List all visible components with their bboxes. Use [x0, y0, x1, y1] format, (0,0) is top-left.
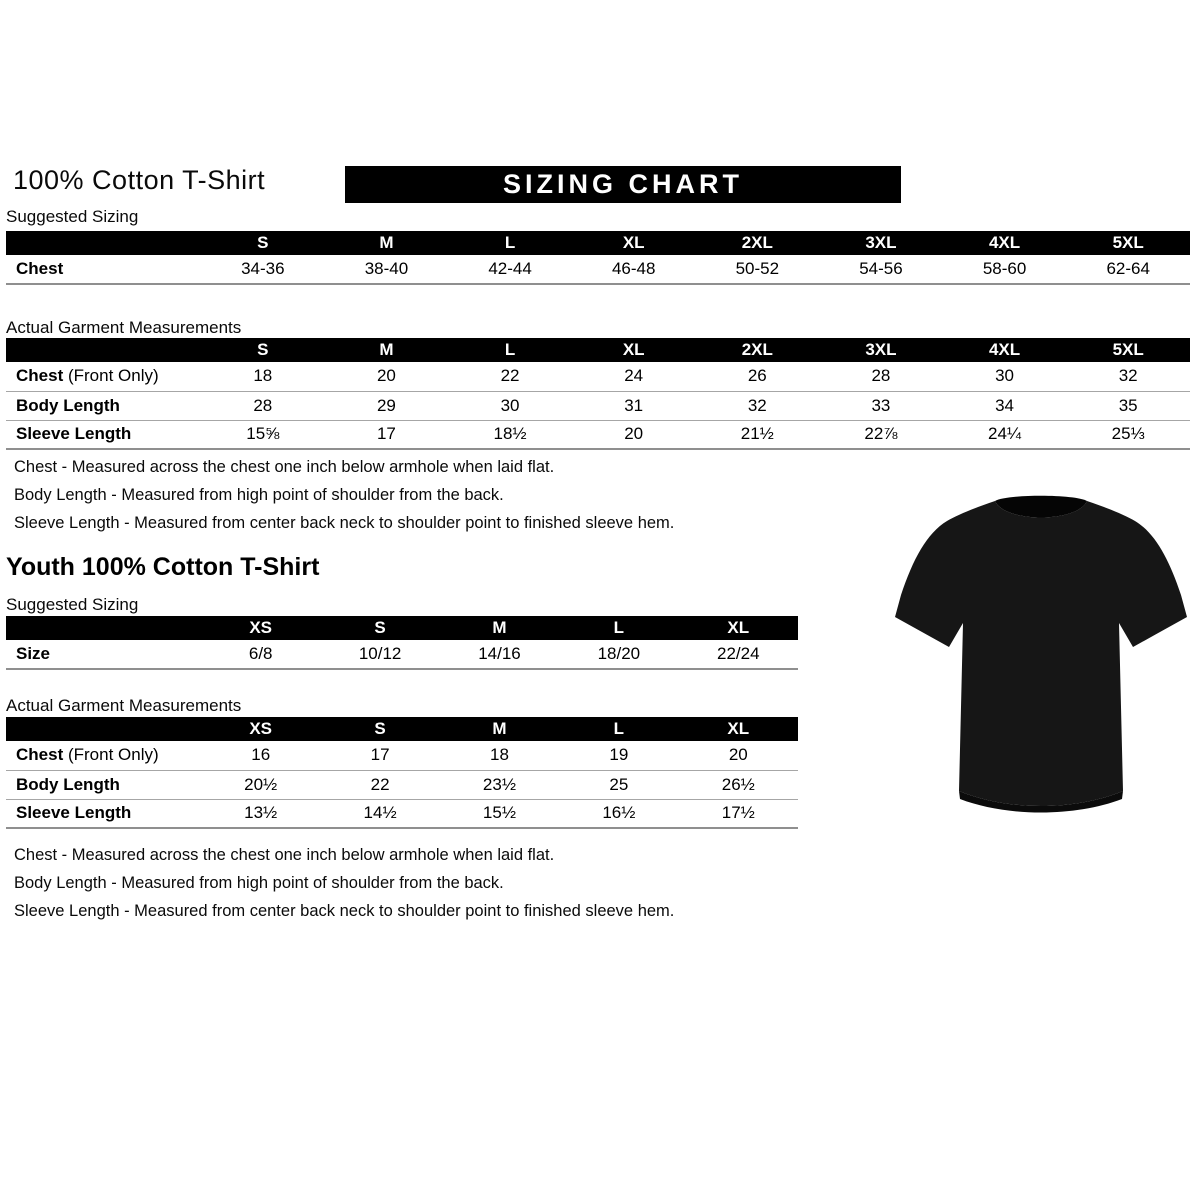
measurement-row [6, 799, 798, 828]
note-sleeve-length: Sleeve Length - Measured from center back neck to shoulder point to finished sleeve hem. [14, 902, 675, 920]
measurement-value: 20 [624, 424, 644, 444]
measurement-value: 34 [995, 395, 1015, 415]
tshirt-body-shape [895, 501, 1187, 806]
measurement-value: 18½ [493, 424, 527, 444]
measurement-value: 20½ [244, 774, 278, 794]
youth-actual-measurements-table [6, 717, 798, 829]
measurement-value: 6/8 [248, 644, 273, 663]
measurement-value: 18/20 [597, 644, 641, 663]
size-column-header: 5XL [1066, 231, 1190, 255]
measurement-row [6, 640, 798, 669]
adult-section-title: 100% Cotton T-Shirt [13, 165, 266, 195]
measurement-value: 46-48 [611, 259, 656, 278]
youth-actual-measurements-label: Actual Garment Measurements [6, 696, 242, 715]
measurement-value: 22 [370, 774, 390, 794]
size-column-header: 5XL [1066, 338, 1190, 362]
header-corner-cell [6, 616, 201, 640]
measurement-value: 15½ [482, 803, 517, 823]
size-column-header: 3XL [819, 338, 943, 362]
measurement-value: 18 [490, 745, 509, 765]
measurement-row [6, 420, 1190, 449]
row-label: Chest (Front Only) [16, 745, 159, 765]
row-label: Size [16, 644, 51, 663]
measurement-value: 22⅞ [864, 424, 898, 444]
adult-actual-measurements-table [6, 338, 1190, 450]
measurement-value: 17½ [721, 803, 755, 823]
measurement-row [6, 391, 1190, 420]
header-corner-cell [6, 338, 201, 362]
measurement-value: 26 [747, 366, 767, 386]
measurement-value: 30 [500, 395, 520, 415]
measurement-value: 33 [871, 395, 891, 415]
header-corner-cell [6, 717, 201, 741]
measurement-value: 28 [871, 366, 891, 386]
size-column-header: L [448, 338, 572, 362]
size-column-header: S [201, 231, 325, 255]
note-body-length: Body Length - Measured from high point of shoulder from the back. [14, 874, 504, 892]
size-header-row [6, 616, 798, 640]
size-header-row [6, 231, 1190, 255]
youth-section-title: Youth 100% Cotton T-Shirt [6, 553, 320, 581]
size-column-header: XL [679, 717, 798, 741]
measurement-value: 20 [728, 745, 748, 765]
measurement-value: 20 [376, 366, 396, 386]
measurement-value: 28 [253, 395, 273, 415]
measurement-value: 22 [500, 366, 520, 386]
tshirt-image [893, 477, 1189, 817]
measurement-row [6, 362, 1190, 391]
size-column-header: L [559, 616, 678, 640]
row-label: Sleeve Length [16, 424, 132, 444]
size-header-row [6, 338, 1190, 362]
measurement-value: 13½ [244, 803, 278, 823]
measurement-value: 35 [1118, 395, 1138, 415]
size-column-header: S [320, 616, 439, 640]
measurement-value: 50-52 [735, 259, 780, 278]
size-column-header: XL [679, 616, 798, 640]
measurement-value: 22/24 [717, 644, 760, 663]
size-column-header: XS [201, 616, 320, 640]
measurement-value: 19 [609, 745, 629, 765]
measurement-value: 62-64 [1106, 259, 1150, 278]
row-label: Body Length [16, 395, 120, 415]
measurement-value: 32 [1118, 366, 1138, 386]
row-label: Chest [16, 259, 64, 278]
measurement-row [6, 770, 798, 799]
measurement-value: 29 [376, 395, 396, 415]
measurement-value: 14/16 [478, 644, 521, 663]
measurement-row [6, 741, 798, 770]
youth-suggested-sizing-label: Suggested Sizing [6, 595, 139, 614]
measurement-value: 16 [251, 745, 271, 765]
size-column-header: 4XL [943, 338, 1067, 362]
header-corner-cell [6, 231, 201, 255]
measurement-value: 21½ [740, 424, 774, 444]
row-label-suffix: (Front Only) [63, 366, 159, 386]
sizing-chart-banner: SIZING CHART [345, 166, 901, 203]
measurement-value: 17 [376, 424, 396, 444]
size-column-header: S [201, 338, 325, 362]
measurement-value: 38-40 [364, 259, 409, 278]
size-column-header: 3XL [819, 231, 943, 255]
measurement-value: 31 [624, 395, 644, 415]
note-chest: Chest - Measured across the chest one inch below armhole when laid flat. [14, 846, 555, 864]
measurement-value: 25⅓ [1111, 424, 1145, 444]
note-sleeve-length: Sleeve Length - Measured from center back neck to shoulder point to finished sleeve hem. [14, 514, 675, 532]
measurement-value: 15⅝ [246, 424, 280, 444]
row-label: Chest (Front Only) [16, 366, 159, 386]
note-chest: Chest - Measured across the chest one inch below armhole when laid flat. [14, 458, 555, 476]
size-column-header: S [320, 717, 439, 741]
adult-suggested-sizing-label: Suggested Sizing [6, 207, 139, 226]
size-column-header: XL [572, 231, 696, 255]
measurement-value: 30 [995, 366, 1015, 386]
size-column-header: M [440, 616, 559, 640]
measurement-value: 54-56 [859, 259, 903, 278]
size-column-header: L [448, 231, 572, 255]
size-header-row [6, 717, 798, 741]
measurement-value: 17 [370, 745, 390, 765]
measurement-value: 16½ [602, 803, 636, 823]
row-label: Sleeve Length [16, 803, 132, 823]
measurement-value: 25 [609, 774, 629, 794]
size-column-header: L [559, 717, 678, 741]
size-column-header: XS [201, 717, 320, 741]
size-column-header: M [325, 338, 449, 362]
measurement-value: 34-36 [241, 259, 285, 278]
size-column-header: XL [572, 338, 696, 362]
youth-measurement-notes [14, 846, 674, 930]
measurement-value: 23½ [482, 774, 517, 794]
size-column-header: 4XL [943, 231, 1067, 255]
youth-suggested-sizing-table [6, 616, 798, 670]
measurement-value: 32 [747, 395, 767, 415]
measurement-value: 18 [253, 366, 273, 386]
measurement-value: 24 [624, 366, 644, 386]
size-column-header: M [440, 717, 559, 741]
size-column-header: M [325, 231, 449, 255]
measurement-row [6, 255, 1190, 284]
measurement-value: 42-44 [488, 259, 532, 278]
measurement-value: 10/12 [358, 644, 402, 663]
size-column-header: 2XL [696, 338, 820, 362]
adult-actual-measurements-label: Actual Garment Measurements [6, 318, 242, 337]
row-label-suffix: (Front Only) [63, 745, 159, 765]
size-column-header: 2XL [696, 231, 820, 255]
note-body-length: Body Length - Measured from high point of shoulder from the back. [14, 486, 504, 504]
adult-suggested-sizing-table [6, 231, 1190, 285]
measurement-value: 58-60 [982, 259, 1027, 278]
measurement-value: 24¼ [988, 424, 1022, 444]
measurement-value: 26½ [721, 774, 755, 794]
measurement-value: 14½ [363, 803, 397, 823]
adult-measurement-notes [14, 458, 674, 542]
row-label: Body Length [16, 774, 120, 794]
